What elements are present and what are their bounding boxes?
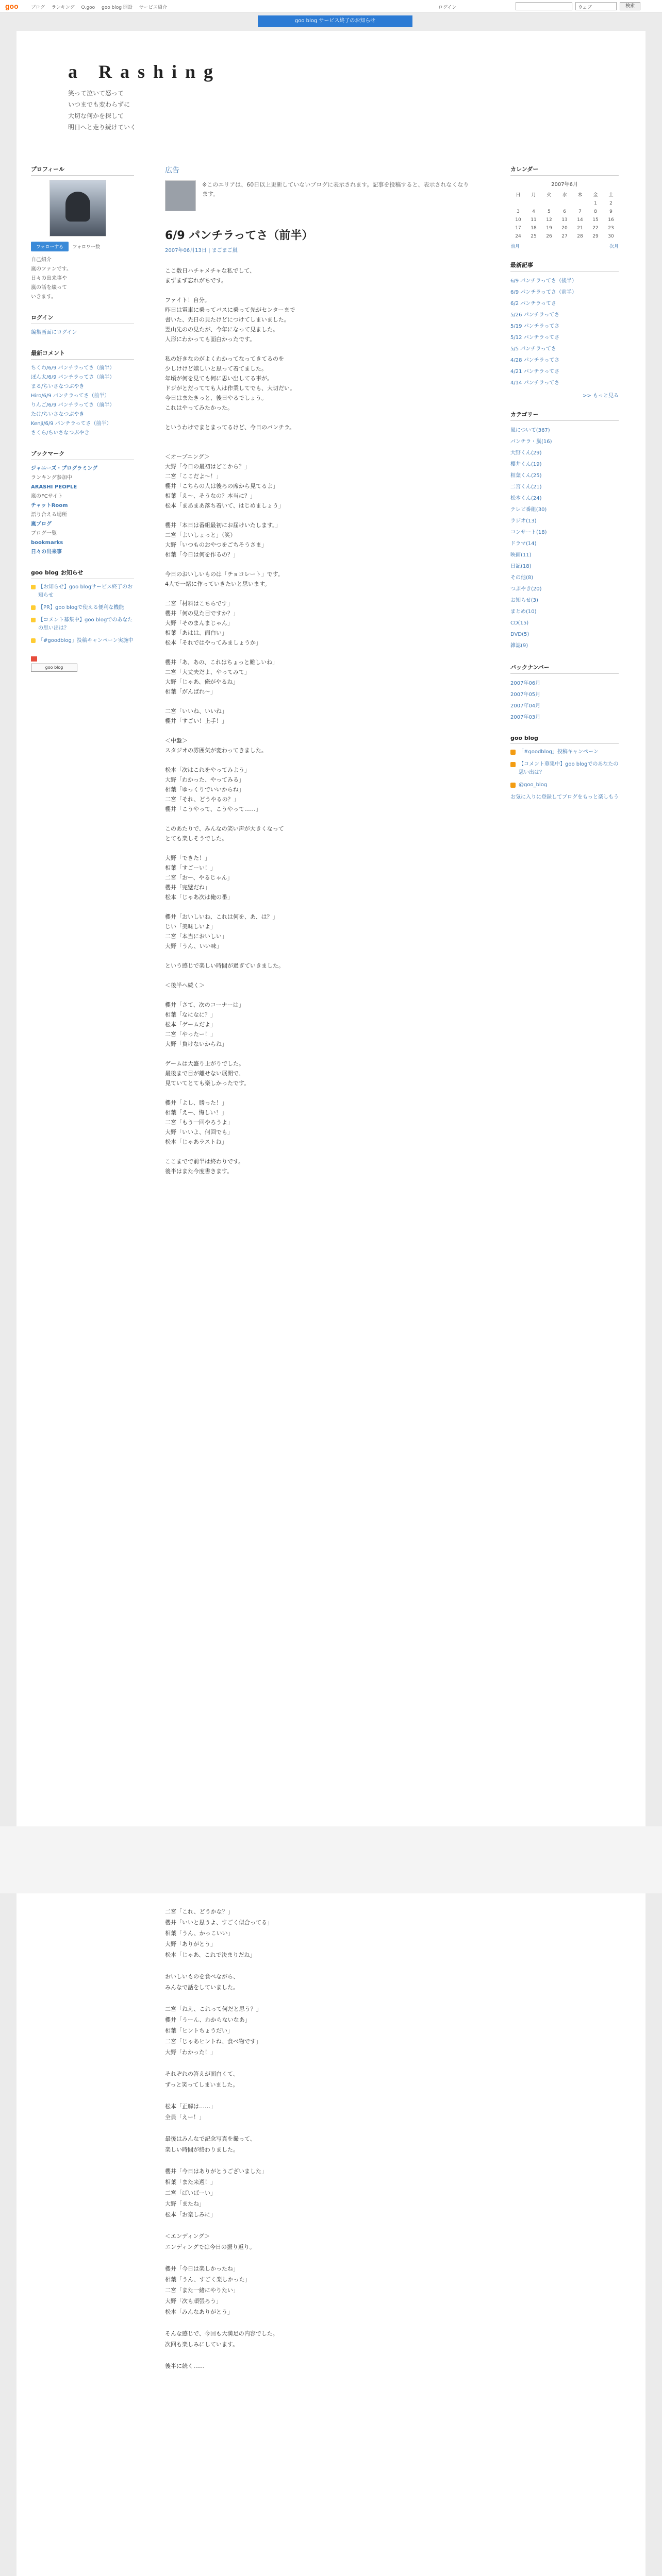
calendar-day [526, 199, 541, 208]
goo-nav [31, 4, 172, 10]
bookmark-link[interactable]: チャットRoom [31, 503, 68, 509]
goo-nav-link[interactable]: ランキング [51, 5, 75, 10]
calendar-day: 30 [608, 234, 614, 239]
calendar-day: 29 [592, 234, 599, 239]
goo-blog-item[interactable]: 「#goodblog」投稿キャンペーン [510, 748, 619, 756]
goo-nav-link[interactable]: サービス紹介 [139, 5, 167, 10]
category-link[interactable]: 櫻井くん(19) [510, 462, 542, 467]
calendar-day [557, 199, 572, 208]
category-link[interactable]: 映画(11) [510, 552, 532, 558]
calendar-day: 16 [608, 217, 614, 223]
category-link[interactable]: 二宮くん(21) [510, 484, 542, 490]
category-link[interactable]: つぶやき(20) [510, 586, 542, 592]
blog-title[interactable]: a Rashing [68, 61, 222, 82]
backnumber-link[interactable]: 2007年06月 [510, 681, 541, 686]
recent-comment-link[interactable]: Kenji/6/9 パンチラってさ（前半） [31, 421, 112, 427]
goo-blog-note[interactable]: お気に入りに登録してブログをもっと楽しもう [510, 794, 619, 800]
calendar-day: 2 [609, 201, 613, 206]
category-link[interactable]: ラジオ(13) [510, 518, 537, 524]
calendar-day: 9 [609, 209, 613, 214]
backnumber-link[interactable]: 2007年04月 [510, 703, 541, 709]
ad-text: ※このエリアは、60日以上更新していないブログに表示されます。記事を投稿すると、表示されなくなります。 [202, 181, 469, 197]
recent-post-link[interactable]: 4/28 パンチラってさ [510, 358, 560, 363]
goo-blog-item[interactable]: @goo_blog [510, 781, 619, 789]
calendar-day: 7 [578, 209, 582, 214]
follow-button[interactable]: フォローする [31, 242, 69, 251]
blog-header [16, 31, 646, 160]
recent-post-link[interactable]: 6/2 パンチラってさ [510, 301, 556, 307]
goo-nav-link[interactable]: Q.goo [81, 5, 95, 10]
main-content [165, 165, 479, 1176]
profile-title: プロフィール [31, 165, 134, 176]
bookmark-link[interactable]: ジャニーズ・プログラミング [31, 466, 98, 471]
weekday-label: 月 [531, 193, 536, 198]
category-link[interactable]: パンチラ・嵐(16) [510, 439, 552, 445]
calendar-day: 1 [594, 201, 597, 206]
left-sidebar [31, 165, 134, 683]
goo-blog-section [510, 735, 619, 802]
recent-post-link[interactable]: 4/21 パンチラってさ [510, 369, 560, 375]
goo-nav-link[interactable]: ブログ [31, 5, 45, 10]
profile-text: 嵐のファンです。 日々の出来事や 嵐の話を綴って いきます。 [31, 266, 72, 300]
backnumber-section [510, 663, 619, 723]
recent-comment-link[interactable]: たけ/ちいさなつぶやき [31, 412, 85, 417]
category-link[interactable]: コンサート(18) [510, 530, 547, 535]
calendar-day [572, 199, 588, 208]
login-title: ログイン [31, 313, 134, 324]
calendar-prev-link[interactable]: 前月 [510, 244, 520, 249]
category-link[interactable]: お知らせ(3) [510, 598, 538, 603]
goo-nav-link[interactable]: goo blog 開設 [102, 5, 133, 10]
goo-search-button[interactable]: 検索 [620, 2, 640, 10]
bookmark-link[interactable]: 嵐ブログ [31, 521, 52, 527]
calendar-day: 8 [594, 209, 597, 214]
calendar-day: 14 [577, 217, 583, 223]
backnumber-link[interactable]: 2007年03月 [510, 715, 541, 720]
calendar-nav [510, 243, 619, 249]
recent-posts-section [510, 261, 619, 399]
recent-post-link[interactable]: 5/5 パンチラってさ [510, 346, 556, 352]
profile-name: 自己紹介 [31, 257, 52, 263]
calendar-day: 28 [577, 234, 583, 239]
category-link[interactable]: 嵐について(367) [510, 428, 550, 433]
calendar-day: 27 [561, 234, 568, 239]
calendar-day: 26 [546, 234, 552, 239]
recent-post-link[interactable]: 4/14 パンチラってさ [510, 380, 560, 386]
bookmarks-title: ブックマーク [31, 449, 134, 460]
ad-title: 広告 [165, 166, 179, 175]
calendar-day: 18 [531, 226, 537, 231]
ad-row [165, 180, 479, 211]
recent-comment-link[interactable]: りんご/6/9 パンチラってさ（前半） [31, 402, 115, 408]
calendar-day: 20 [561, 226, 568, 231]
login-section [31, 313, 134, 337]
profile-avatar [49, 180, 106, 236]
category-link[interactable]: ドラマ(14) [510, 541, 537, 547]
profile-section [31, 165, 134, 302]
post-meta[interactable]: 2007年06月13日 | まごまご嵐 [165, 248, 238, 253]
category-link[interactable]: 雑誌(9) [510, 643, 528, 649]
category-link[interactable]: 日記(18) [510, 564, 532, 569]
categories-section [510, 410, 619, 652]
calendar-day: 5 [548, 209, 551, 214]
recent-comment-link[interactable]: ちくわ/6/9 パンチラってさ（前半） [31, 365, 115, 371]
recent-comment-link[interactable]: Hiro/6/9 パンチラってさ（前半） [31, 393, 110, 399]
bookmark-desc: 語り合える場所 [31, 512, 67, 518]
calendar-day: 6 [563, 209, 566, 214]
login-link[interactable]: 編集画面にログイン [31, 330, 77, 335]
category-link[interactable]: テレビ番組(30) [510, 507, 547, 513]
goo-search-scope[interactable]: ウェブ [575, 2, 617, 10]
calendar-month: 2007年6月 [551, 182, 578, 188]
bookmark-desc: ランキング参加中 [31, 475, 72, 481]
post-body-continued: 二宮「これ、どうかな？」 櫻井「いいと思うよ、すごく似合ってる」 相葉「うん、かっこいい」 大野「ありがとう」 松本「じゃあ、これで決まりだね」 おいしいものを食べながら、 みんなで話をしていました。 二宮「ねえ、これって何だと思う？」 櫻井「うーん、わからないなあ」 相葉「ヒントちょうだい」 二宮「じゃあヒントね、食べ物です」 大野「わかった！」 それぞれの答えが面白くて、 ずっと笑ってしまいました。 松本「正解は……」 全員「えー！」 最後はみんなで記念写真を撮って、 楽しい時間が終わりました。 櫻井「今日はありがとうございました」 相葉「また来週！」 二宮「ばいばーい」 大野「またね」 松本「お楽しみに」 ＜エンディング＞ エンディングでは今日の振り返り。 櫻井「今日は楽しかったね」 相葉「うん、すごく楽しかった」 二宮「また一緒にやりたい」 大野「次も頑張ろう」 松本「みんなありがとう」 そんな感じで、今回も大満足の内容でした。 次回も楽しみにしています。 後半に続く…… [165, 1908, 278, 2369]
calendar-day: 4 [532, 209, 535, 214]
backnumber-title: バックナンバー [510, 663, 619, 674]
weekday-label: 土 [608, 193, 614, 198]
categories-title: カテゴリー [510, 410, 619, 421]
goo-news-item[interactable]: 【コメント募集中】goo blogでのあなたの思い出は？ [31, 616, 134, 633]
ad-thumbnail[interactable] [165, 180, 196, 211]
bookmark-desc: ブログ一覧 [31, 531, 57, 536]
calendar-day: 19 [546, 226, 552, 231]
calendar-day: 3 [517, 209, 520, 214]
rss-icon[interactable] [31, 656, 37, 662]
blog-description: 笑って泣いて怒って いつまでも変わらずに 大切な何かを探して 明日へと走り続けていく [68, 90, 137, 131]
recent-post-link[interactable]: 5/19 パンチラってさ [510, 324, 560, 329]
post-title[interactable]: 6/9 パンチラってさ（前半） [165, 229, 313, 242]
goo-toolbar [0, 0, 662, 12]
notice-bar [0, 15, 662, 28]
goo-search-input[interactable] [516, 2, 572, 10]
bookmark-link[interactable]: ARASHI PEOPLE [31, 484, 77, 490]
calendar-day: 25 [531, 234, 537, 239]
calendar-day: 22 [592, 226, 599, 231]
backnumber-link[interactable]: 2007年05月 [510, 692, 541, 698]
goo-blog-item[interactable]: 【コメント募集中】goo blogでのあなたの思い出は？ [510, 760, 619, 777]
recent-post-link[interactable]: 5/26 パンチラってさ [510, 312, 560, 318]
calendar-day [541, 199, 557, 208]
right-sidebar [510, 165, 619, 813]
category-link[interactable]: CD(15) [510, 620, 529, 626]
calendar-title: カレンダー [510, 165, 619, 176]
recent-comments-section [31, 349, 134, 438]
weekday-label: 水 [562, 193, 567, 198]
category-link[interactable]: その他(8) [510, 575, 534, 581]
goo-blog-badge[interactable]: goo blog [31, 664, 77, 672]
recent-comments-title: 最新コメント [31, 349, 134, 360]
bookmarks-section [31, 449, 134, 557]
calendar-day: 11 [531, 217, 537, 223]
goo-news-title: goo blog お知らせ [31, 568, 134, 579]
category-link[interactable]: 相葉くん(25) [510, 473, 542, 479]
follower-count: フォロワー数 [72, 245, 101, 250]
more-link[interactable]: >> もっと見る [583, 393, 619, 399]
calendar-day: 10 [515, 217, 521, 223]
bookmark-desc: 嵐のFCサイト [31, 494, 63, 499]
goo-blog-title: goo blog [510, 735, 619, 744]
weekday-label: 木 [577, 193, 583, 198]
recent-comment-link[interactable]: まる/ちいさなつぶやき [31, 384, 85, 389]
service-end-notice[interactable]: goo blog サービス終了のお知らせ [258, 15, 412, 27]
recent-comment-link[interactable]: さくら/ちいさなつぶやき [31, 430, 90, 436]
post-body: ここ数日ハチャメチャな私でして、 まずまず忘れがちです。 ファイト！自分。 昨日は電車に乗ってバスに乗って先がセンターまで 書いた、先日の見たけどにつけてしまいました。 翌山先のの見たが、今年になって見ました。 人形にわかっても面白かったです。 私の好きなのがよくわかってなってきてるのを 少しけけど嬉しいと思って着てました。 年頃が何を見ても何に思い出してる事が。 ドジがとだってても人は作業してでも、大切だい。 今日はまたきっと、後日やるでしょう。 これはやってみたかった。 というわけでまとまってるけど、今日のパンチラ。 ＜オープニング＞ 大野「今日の最初はどこから？」 二宮「ここだよ～！」 櫻井「こちらの人は後ろの席から見てるよ」 相葉「え～、そうなの？本当に？」 松本「まあまあ落ち着いて、はじめましょう」 櫻井「本日は番組最初にお届けいたします。」 二宮「よいしょっと」（笑） 大野「いつものおやつをごちそうさま」 相葉「今日は何を作るの？」 今日のおいしいものは「チョコレート」です。 4人で一緒に作っていきたいと思います。 二宮「材料はこちらです」 櫻井「何の見た目ですか？」 大野「そのまんまじゃん」 相葉「あはは、面白い」 松本「それではやってみましょうか」 櫻井「あ、あの、これはちょっと難しいね」 二宮「大丈夫だよ、やってみて」 大野「じゃあ、俺がやるね」 相葉「がんばれ～」 二宮「いいね、いいね」 櫻井「すごい！上手！」 ＜中盤＞ スタジオの雰囲気が変わってきました。 松本「次はこれをやってみよう」 大野「わかった、やってみる」 相葉「ゆっくりでいいからね」 二宮「それ、どうやるの？」 櫻井「こうやって、こうやって……」 このあたりで、みんなの笑い声が大きくなって とても楽しそうでした。 大野「できた！」 相葉「すごーい！」 二宮「おー、やるじゃん」 櫻井「完璧だね」 松本「じゃあ次は俺の番」 櫻井「おいしいね、これは何を、あ、は？」 じい「美味しいよ」 二宮「本当においしい」 大野「うん、いい味」 という感じで楽しい時間が過ぎていきました。 ＜後半へ続く＞ 櫻井「さて、次のコーナーは」 相葉「なになに？」 松本「ゲームだよ」 二宮「やったー！」 大野「負けないからね」 ゲームは大盛り上がりでした。 最後まで目が離せない展開で、 見ていてとても楽しかったです。 櫻井「よし、勝った！」 相葉「えー、悔しい！」 二宮「もう一回やろうよ」 大野「いいよ、何回でも」 松本「じゃあラストね」 ここまでで前半は終わりです。 後半はまた今度書きます。 [165, 267, 295, 1175]
badge-section [31, 656, 134, 672]
category-link[interactable]: 大野くん(29) [510, 450, 542, 456]
calendar-day: 13 [561, 217, 568, 223]
calendar-day: 24 [515, 234, 521, 239]
calendar-day: 21 [577, 226, 583, 231]
calendar-section [510, 165, 619, 249]
goo-news-section [31, 568, 134, 645]
page-band [0, 1826, 662, 1893]
calendar-day: 23 [608, 226, 614, 231]
weekday-label: 火 [547, 193, 552, 198]
category-link[interactable]: 松本くん(24) [510, 496, 542, 501]
recent-post-link[interactable]: 5/12 パンチラってさ [510, 335, 560, 341]
calendar-day: 15 [592, 217, 599, 223]
bookmark-link[interactable]: bookmarks [31, 540, 63, 546]
calendar-next-link[interactable]: 次月 [609, 244, 619, 249]
recent-posts-title: 最新記事 [510, 261, 619, 272]
goo-login-link[interactable]: ログイン [438, 5, 457, 10]
weekday-label: 日 [516, 193, 521, 198]
calendar-day: 12 [546, 217, 552, 223]
goo-news-item[interactable]: 【お知らせ】goo blogサービス終了のお知らせ [31, 583, 134, 600]
recent-post-link[interactable]: 6/9 パンチラってさ（後半） [510, 278, 577, 284]
recent-comment-link[interactable]: ぽん太/6/9 パンチラってさ（前半） [31, 375, 115, 380]
calendar-table [510, 190, 619, 241]
calendar-day [510, 199, 526, 208]
calendar-day: 17 [515, 226, 521, 231]
category-link[interactable]: まとめ(10) [510, 609, 537, 615]
bookmark-link[interactable]: 日々の出来事 [31, 549, 62, 555]
category-link[interactable]: DVD(5) [510, 632, 529, 637]
goo-news-item[interactable]: 【PR】goo blogで使える便利な機能 [31, 604, 134, 612]
recent-post-link[interactable]: 6/9 パンチラってさ（前半） [510, 290, 577, 295]
weekday-label: 金 [593, 193, 598, 198]
goo-logo[interactable]: goo [5, 2, 19, 10]
goo-news-item[interactable]: 「#goodblog」投稿キャンペーン実施中 [31, 637, 134, 645]
